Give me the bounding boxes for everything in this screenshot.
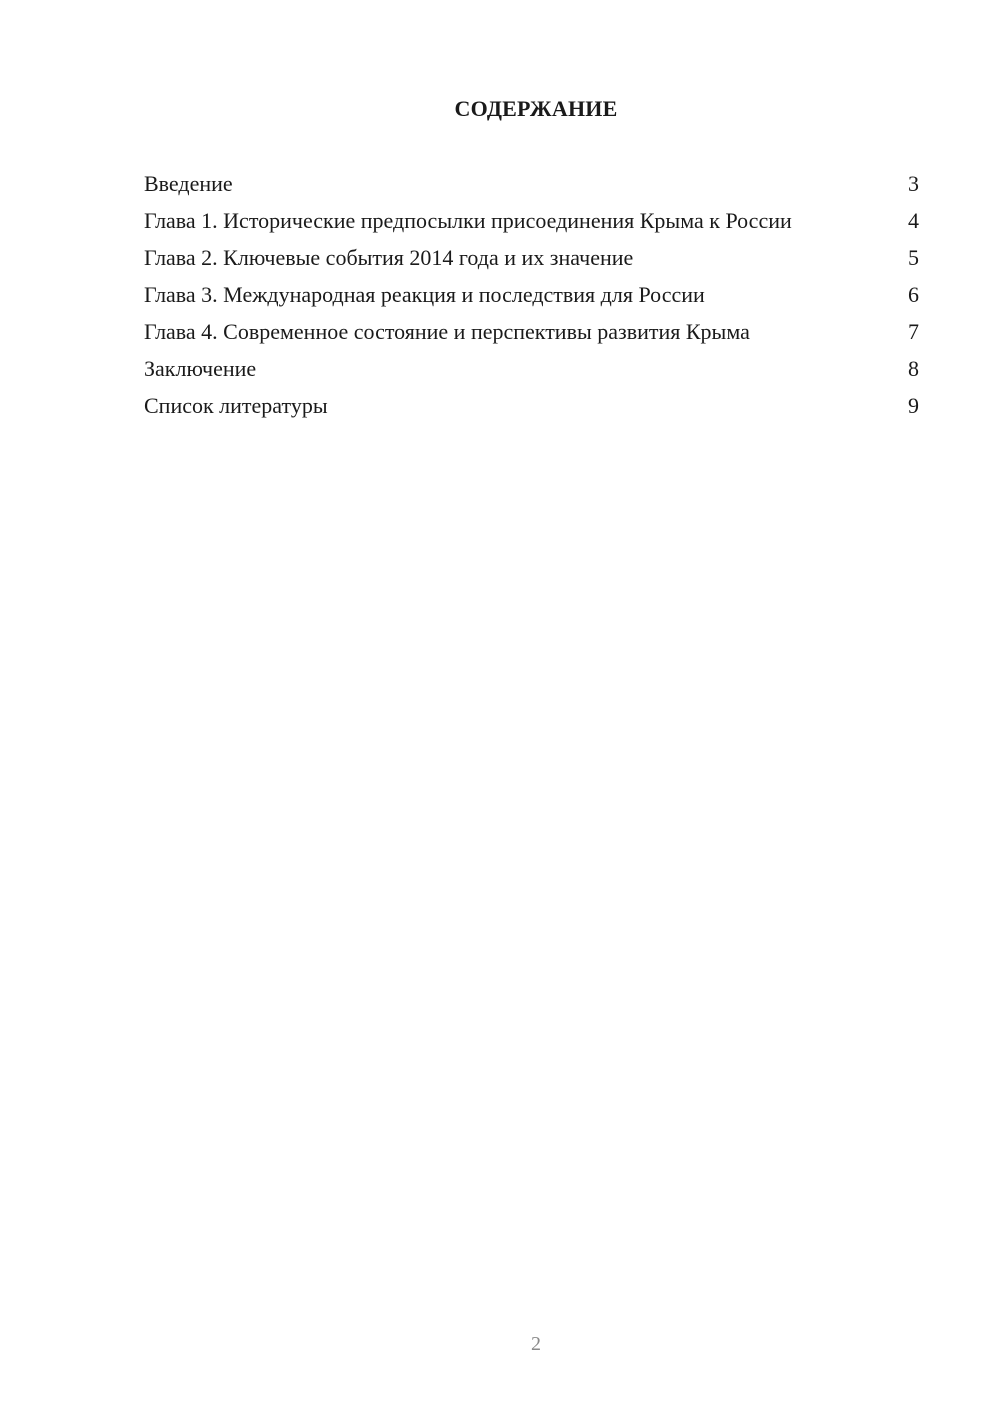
toc-item-chapter-2[interactable] <box>144 244 919 271</box>
toc-item-label: Глава 2. Ключевые события 2014 года и их значение <box>144 245 634 270</box>
toc-title: СОДЕРЖАНИЕ <box>454 96 618 121</box>
toc-item-bibliography[interactable] <box>144 392 919 419</box>
toc-item-label: Заключение <box>144 356 257 381</box>
toc-item-page: 7 <box>908 319 919 344</box>
toc-item-introduction[interactable] <box>144 170 919 197</box>
toc-item-page: 5 <box>908 245 919 270</box>
toc-item-label: Введение <box>144 171 233 196</box>
toc-item-label: Глава 3. Международная реакция и последствия для России <box>144 282 705 307</box>
toc-item-page: 9 <box>908 393 919 418</box>
toc-item-page: 6 <box>908 282 919 307</box>
page-number: 2 <box>531 1333 541 1355</box>
toc-item-page: 8 <box>908 356 919 381</box>
toc-item-label: Глава 4. Современное состояние и перспективы развития Крыма <box>144 319 750 344</box>
toc-item-chapter-3[interactable] <box>144 281 919 308</box>
toc-item-label: Список литературы <box>144 393 328 418</box>
toc-item-label: Глава 1. Исторические предпосылки присоединения Крыма к России <box>144 208 792 233</box>
toc-item-page: 3 <box>908 171 919 196</box>
toc-item-chapter-4[interactable] <box>144 318 919 345</box>
toc-item-conclusion[interactable] <box>144 355 919 382</box>
toc-item-chapter-1[interactable] <box>144 207 919 234</box>
table-of-contents <box>144 170 919 429</box>
toc-item-page: 4 <box>908 208 919 233</box>
